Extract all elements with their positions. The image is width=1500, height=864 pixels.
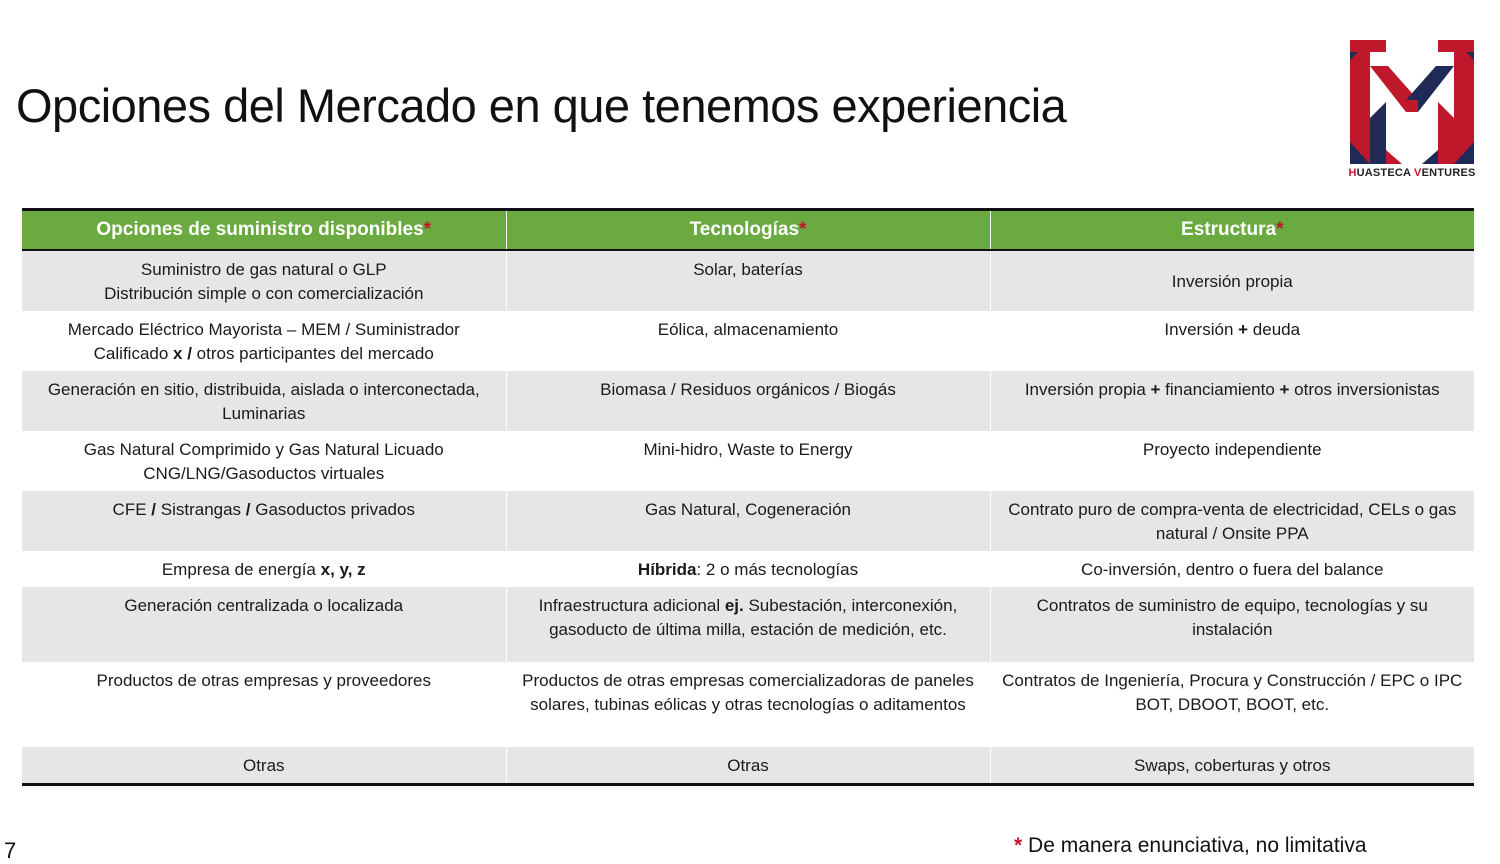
company-logo bbox=[1346, 38, 1478, 179]
cell-technology: Productos de otras empresas comercializadoras de paneles solares, tubinas eólicas y otras tecnologías o aditamentos bbox=[506, 662, 990, 747]
table-header-row bbox=[22, 210, 1474, 251]
table-row bbox=[22, 662, 1474, 747]
table-row bbox=[22, 250, 1474, 311]
cell-technology: Gas Natural, Cogeneración bbox=[506, 491, 990, 551]
cell-structure: Inversión propia + financiamiento + otros inversionistas bbox=[990, 371, 1474, 431]
table-row bbox=[22, 491, 1474, 551]
cell-technology: Otras bbox=[506, 747, 990, 785]
page-title: Opciones del Mercado en que tenemos experiencia bbox=[16, 79, 1067, 132]
table-row bbox=[22, 551, 1474, 587]
cell-technology: Mini-hidro, Waste to Energy bbox=[506, 431, 990, 491]
logo-text: HUASTECA VENTURES bbox=[1348, 167, 1476, 179]
cell-supply-option: Generación en sitio, distribuida, aislada o interconectada, Luminarias bbox=[22, 371, 506, 431]
cell-supply-option: Otras bbox=[22, 747, 506, 785]
cell-structure: Proyecto independiente bbox=[990, 431, 1474, 491]
cell-supply-option: Mercado Eléctrico Mayorista – MEM / Suministrador Calificado x / otros participantes del mercado bbox=[22, 311, 506, 371]
cell-technology: Eólica, almacenamiento bbox=[506, 311, 990, 371]
table-row bbox=[22, 311, 1474, 371]
header-technologies: Tecnologías* bbox=[506, 210, 990, 251]
cell-supply-option: Gas Natural Comprimido y Gas Natural Licuado CNG/LNG/Gasoductos virtuales bbox=[22, 431, 506, 491]
cell-supply-option: Productos de otras empresas y proveedores bbox=[22, 662, 506, 747]
cell-structure: Co-inversión, dentro o fuera del balance bbox=[990, 551, 1474, 587]
cell-structure: Inversión propia bbox=[990, 250, 1474, 311]
huasteca-ventures-logo-icon bbox=[1346, 38, 1478, 165]
cell-supply-option: Empresa de energía x, y, z bbox=[22, 551, 506, 587]
cell-structure: Swaps, coberturas y otros bbox=[990, 747, 1474, 785]
market-options-table bbox=[22, 208, 1474, 786]
header-structure: Estructura* bbox=[990, 210, 1474, 251]
header-supply-options: Opciones de suministro disponibles* bbox=[22, 210, 506, 251]
page-number: 7 bbox=[4, 838, 17, 863]
cell-structure: Inversión + deuda bbox=[990, 311, 1474, 371]
cell-supply-option: CFE / Sistrangas / Gasoductos privados bbox=[22, 491, 506, 551]
cell-technology: Infraestructura adicional ej. Subestación, interconexión, gasoducto de última milla, estación de medición, etc. bbox=[506, 587, 990, 662]
table-row bbox=[22, 431, 1474, 491]
cell-supply-option: Generación centralizada o localizada bbox=[22, 587, 506, 662]
cell-structure: Contratos de suministro de equipo, tecnologías y su instalación bbox=[990, 587, 1474, 662]
cell-technology: Biomasa / Residuos orgánicos / Biogás bbox=[506, 371, 990, 431]
table-row bbox=[22, 587, 1474, 662]
cell-structure: Contrato puro de compra-venta de electricidad, CELs o gas natural / Onsite PPA bbox=[990, 491, 1474, 551]
cell-technology: Híbrida: 2 o más tecnologías bbox=[506, 551, 990, 587]
cell-structure: Contratos de Ingeniería, Procura y Construcción / EPC o IPC BOT, DBOOT, BOOT, etc. bbox=[990, 662, 1474, 747]
table-row bbox=[22, 747, 1474, 785]
footnote: * De manera enunciativa, no limitativa bbox=[1014, 834, 1367, 857]
cell-technology: Solar, baterías bbox=[506, 250, 990, 311]
cell-supply-option: Suministro de gas natural o GLP Distribución simple o con comercialización bbox=[22, 250, 506, 311]
table-row bbox=[22, 371, 1474, 431]
